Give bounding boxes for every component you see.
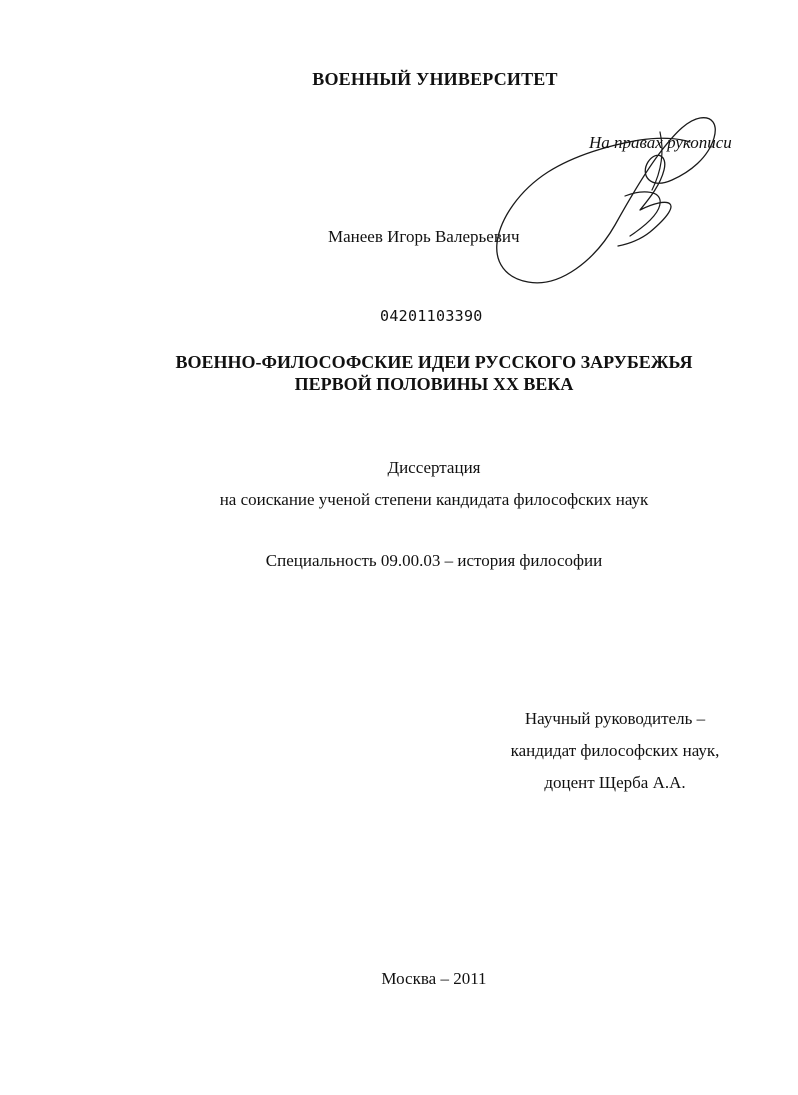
document-type: Диссертация (387, 458, 481, 477)
manuscript-rights-note: На правах рукописи (589, 133, 732, 152)
author-name: Манеев Игорь Валерьевич (328, 227, 520, 246)
dissertation-title-line-1: ВОЕННО-ФИЛОСОФСКИЕ ИДЕИ РУССКОГО ЗАРУБЕЖЬЯ (175, 352, 693, 372)
supervisor-role: Научный руководитель – (524, 709, 706, 728)
specialty: Специальность 09.00.03 – история философии (265, 551, 603, 570)
degree-purpose: на соискание ученой степени кандидата философских наук (219, 490, 649, 509)
supervisor-name: доцент Щерба А.А. (544, 773, 686, 792)
signature-stroke-hook (625, 192, 660, 236)
signature-stroke-loop (497, 138, 690, 243)
place-and-year: Москва – 2011 (381, 969, 487, 988)
supervisor-degree: кандидат философских наук, (510, 741, 720, 760)
university-name: ВОЕННЫЙ УНИВЕРСИТЕТ (312, 69, 558, 89)
dissertation-title-line-2: ПЕРВОЙ ПОЛОВИНЫ XX ВЕКА (294, 374, 574, 394)
registration-number: 04201103390 (380, 307, 483, 325)
